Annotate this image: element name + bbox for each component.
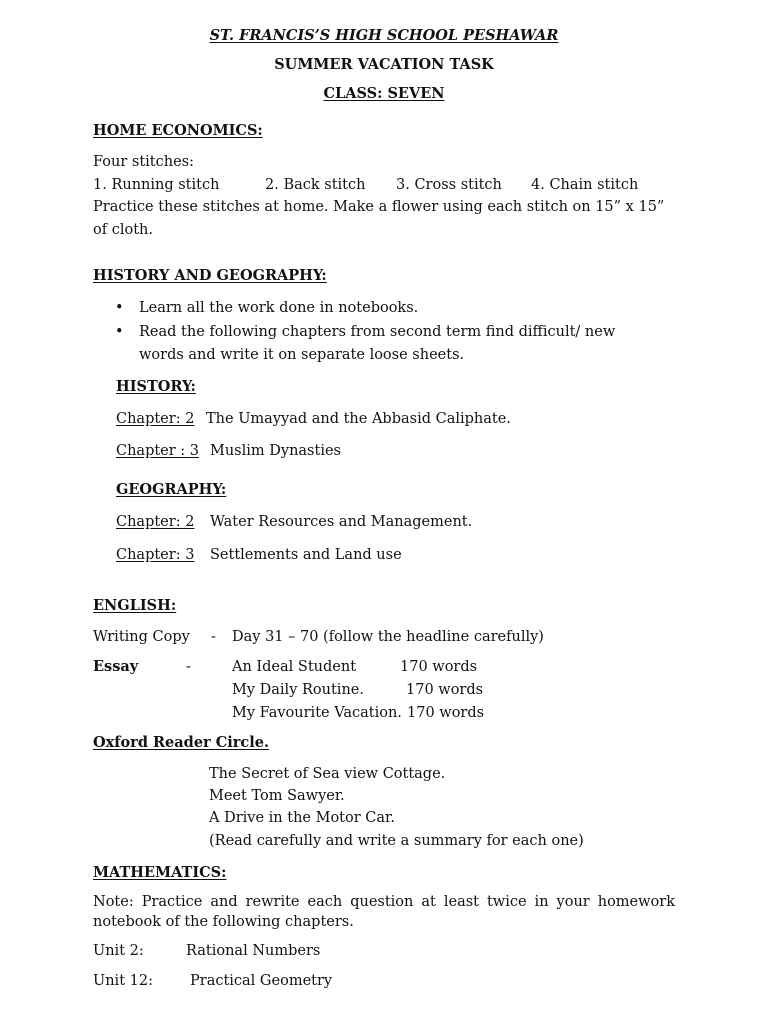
essay-words: 170 words: [407, 705, 485, 721]
geography-subheading: GEOGRAPHY:: [116, 481, 227, 498]
stitch-2: 2. Back stitch: [265, 177, 366, 193]
essay-title: An Ideal Student: [232, 659, 357, 675]
reader-note: (Read carefully and write a summary for each one): [209, 833, 584, 849]
math-note-line-2: notebook of the following chapters.: [93, 914, 354, 930]
dash: -: [186, 659, 191, 675]
practice-line-2: of cloth.: [93, 222, 153, 238]
bullet-item: • Learn all the work done in notebooks.: [139, 298, 418, 318]
essay-words: 170 words: [406, 682, 484, 698]
writing-copy-label: Writing Copy: [93, 629, 190, 645]
chapter-label: Chapter : 3: [116, 443, 200, 459]
history-subheading: HISTORY:: [116, 378, 196, 395]
school-title: ST. FRANCIS’S HIGH SCHOOL PESHAWAR: [209, 27, 559, 44]
unit-title: Practical Geometry: [190, 973, 333, 989]
bullet-continuation: words and write it on separate loose sheets.: [139, 347, 465, 363]
chapter-title: Muslim Dynasties: [210, 443, 341, 459]
class-title: CLASS: SEVEN: [323, 85, 445, 102]
task-title: SUMMER VACATION TASK: [274, 56, 494, 73]
chapter-title: The Umayyad and the Abbasid Caliphate.: [206, 411, 511, 427]
stitch-1: 1. Running stitch: [93, 177, 220, 193]
stitches-intro: Four stitches:: [93, 154, 194, 170]
chapter-label: Chapter: 2: [116, 514, 195, 530]
unit-title: Rational Numbers: [186, 943, 321, 959]
english-heading: ENGLISH:: [93, 597, 177, 614]
math-note-line-1: Note: Practice and rewrite each question at least twice in your homework: [93, 894, 675, 910]
chapter-label: Chapter: 3: [116, 547, 195, 563]
chapter-title: Settlements and Land use: [210, 547, 402, 563]
stitch-4: 4. Chain stitch: [531, 177, 639, 193]
home-economics-heading: HOME ECONOMICS:: [93, 122, 263, 139]
history-geography-heading: HISTORY AND GEOGRAPHY:: [93, 267, 327, 284]
reader-item: A Drive in the Motor Car.: [209, 810, 395, 826]
chapter-title: Water Resources and Management.: [210, 514, 473, 530]
reader-item: The Secret of Sea view Cottage.: [209, 766, 446, 782]
stitch-3: 3. Cross stitch: [396, 177, 502, 193]
essay-title: My Favourite Vacation.: [232, 705, 402, 721]
bullet-item: • Read the following chapters from second term find difficult/ new: [139, 322, 615, 342]
dash: -: [211, 629, 216, 645]
practice-line-1: Practice these stitches at home. Make a flower using each stitch on 15” x 15”: [93, 199, 665, 215]
oxford-heading: Oxford Reader Circle.: [93, 734, 270, 751]
essay-title: My Daily Routine.: [232, 682, 364, 698]
essay-label: Essay: [93, 658, 139, 675]
reader-item: Meet Tom Sawyer.: [209, 788, 345, 804]
unit-label: Unit 12:: [93, 973, 153, 989]
unit-label: Unit 2:: [93, 943, 144, 959]
mathematics-heading: MATHEMATICS:: [93, 864, 227, 881]
chapter-label: Chapter: 2: [116, 411, 195, 427]
writing-copy-value: Day 31 – 70 (follow the headline carefully): [232, 629, 544, 645]
essay-words: 170 words: [400, 659, 478, 675]
